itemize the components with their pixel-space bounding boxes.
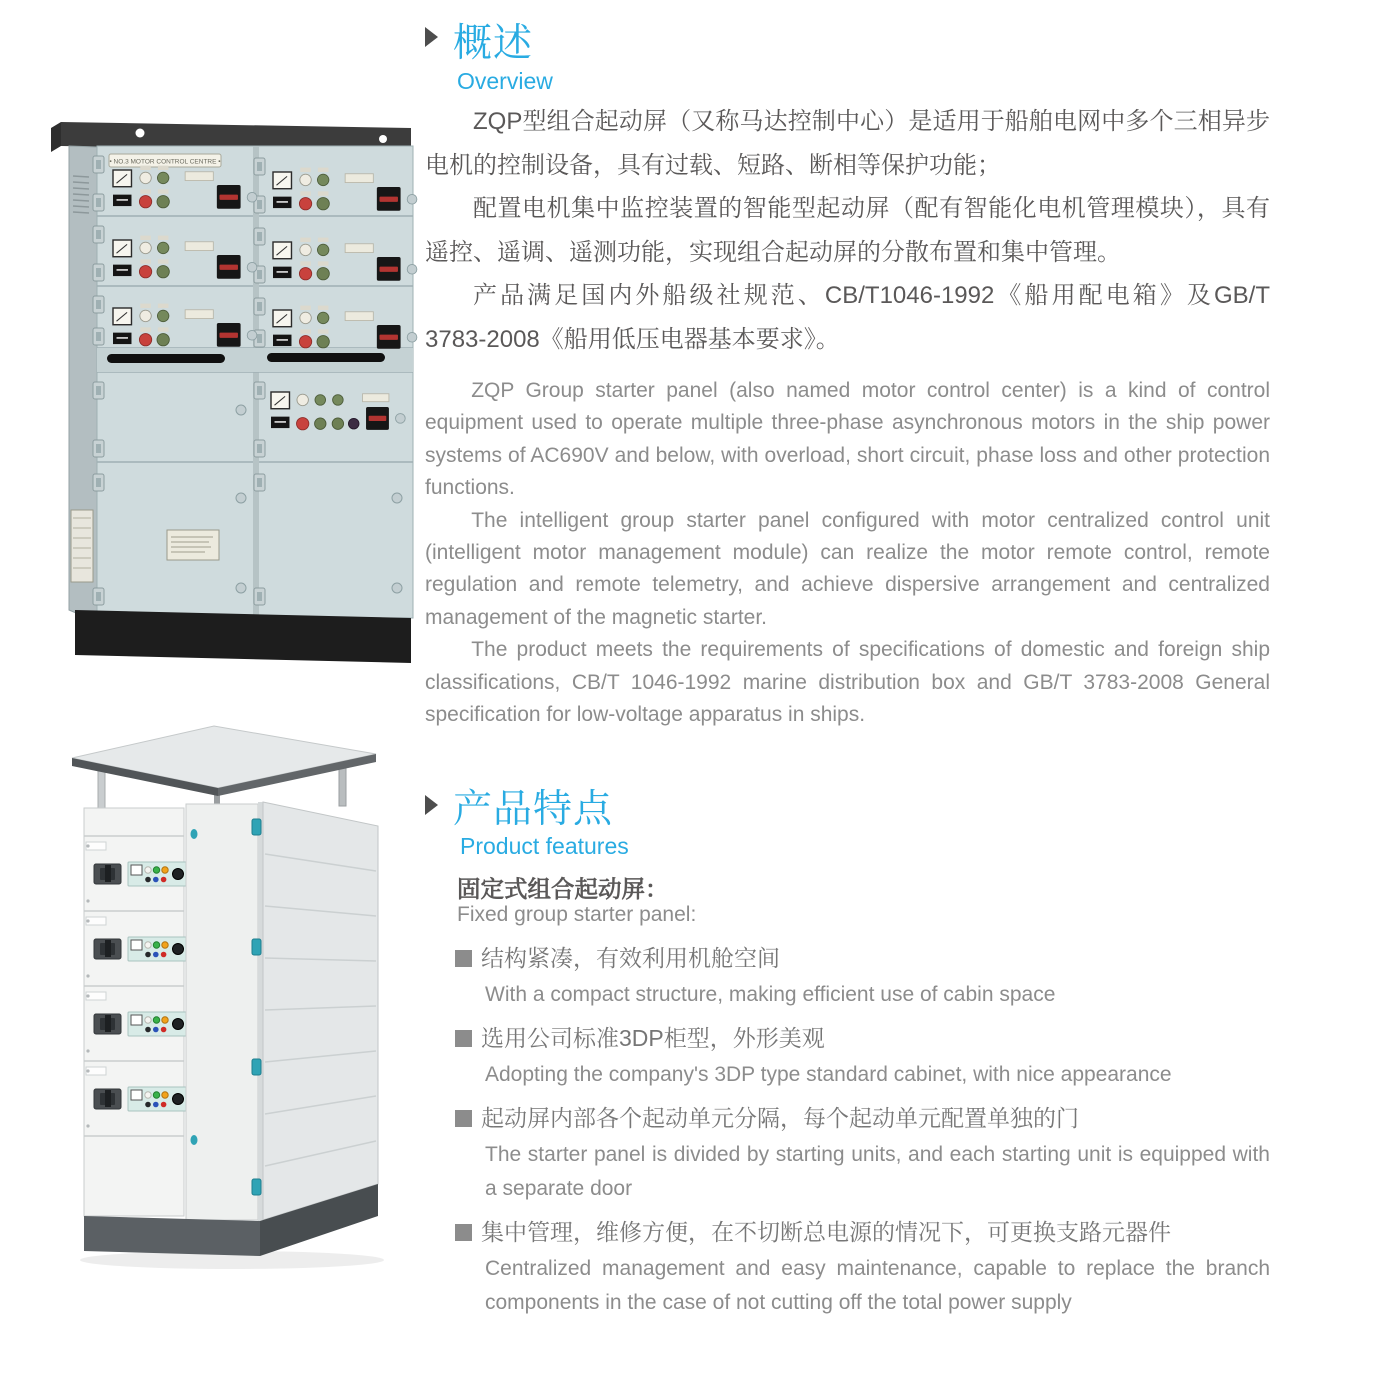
feature-text-en: With a compact structure, making efficient use of cabin space	[485, 983, 1056, 1006]
overview-title-zh: 概述	[453, 22, 534, 65]
feature-text-zh: 起动屏内部各个起动单元分隔，每个起动单元配置单独的门	[481, 1105, 1079, 1131]
overview-paragraph-zh: 产品满足国内外船级社规范、CB/T1046-1992《船用配电箱》及GB/T 3783-2008《船用低压电器基本要求》。	[425, 282, 1270, 353]
teal-door-knob	[191, 829, 198, 839]
overview-paragraph-zh: ZQP型组合起动屏（又称马达控制中心）是适用于船舶电网中多个三相异步电机的控制设备，具有过载、短路、断相等保护功能；	[425, 108, 1270, 179]
cabinet-name-text: • NO.3 MOTOR CONTROL CENTRE •	[109, 158, 221, 166]
corner-post	[258, 802, 263, 1222]
feature-text-zh: 结构紧凑，有效利用机舱空间	[481, 945, 780, 971]
cabinet-3d-render	[62, 716, 387, 1272]
rating-nameplate	[167, 530, 219, 560]
overview-title-en: Overview	[457, 68, 553, 94]
feature-item	[455, 1212, 1270, 1320]
feature-text-zh: 选用公司标准3DP柜型，外形美观	[481, 1025, 825, 1051]
feature-item	[455, 1018, 1270, 1092]
features-subtitle-zh: 固定式组合起动屏：	[457, 876, 669, 902]
section-pointer-icon	[425, 27, 438, 47]
side-panel	[263, 802, 378, 1220]
feature-item	[455, 1098, 1270, 1206]
roof-post	[98, 766, 105, 810]
features-subtitle-en: Fixed group starter panel:	[457, 903, 697, 926]
overview-body	[425, 100, 1270, 731]
cabinet-front-photo	[45, 110, 421, 666]
feature-text-en: The starter panel is divided by starting units, and each starting unit is equipped with a separate door	[485, 1143, 1270, 1200]
feature-text-zh: 集中管理，维修方便，在不切断总电源的情况下，可更换支路元器件	[481, 1219, 1171, 1245]
bullet-square-icon	[455, 1030, 472, 1047]
teal-door-knob	[191, 1135, 198, 1145]
vent-grille	[71, 510, 93, 582]
overview-paragraph-en: The intelligent group starter panel configured with motor centralized control unit (intelligent motor management module) can realize the motor remote control, remote regulation and remote telemetry, and achieve dispersive arrangement and centralized management of the magnetic starter.	[425, 508, 1270, 629]
section-pointer-icon	[425, 795, 438, 815]
feature-text-en: Adopting the company's 3DP type standard cabinet, with nice appearance	[485, 1063, 1172, 1086]
overview-paragraph-zh: 配置电机集中监控装置的智能型起动屏（配有智能化电机管理模块），具有遥控、遥调、遥测功能，实现组合起动屏的分散布置和集中管理。	[425, 195, 1270, 266]
door-handle-bar	[107, 354, 225, 363]
lifting-hole	[379, 135, 387, 143]
feature-item	[455, 938, 1270, 1012]
main-door	[186, 804, 258, 1220]
feature-text-en: Centralized management and easy maintenance, capable to replace the branch components in the case of not cutting off the total power supply	[485, 1257, 1270, 1314]
bullet-square-icon	[455, 1224, 472, 1241]
door-handle-bar	[267, 353, 385, 362]
roof-canopy	[72, 726, 376, 796]
base-plinth-front	[84, 1216, 260, 1256]
features-list	[455, 938, 1270, 1326]
overview-paragraph-en: ZQP Group starter panel (also named motor control center) is a kind of control equipment used to operate multiple three-phase asynchronous motors in the ship power systems of AC690V and below, with overload, short circuit, phase loss and other protection functions.	[425, 379, 1270, 500]
bullet-square-icon	[455, 1110, 472, 1127]
cabinet-base-plinth	[75, 610, 411, 663]
bullet-square-icon	[455, 950, 472, 967]
overview-paragraph-en: The product meets the requirements of specifications of domestic and foreign ship classifications, CB/T 1046-1992 marine distribution box and GB/T 3783-2008 General specification for low-voltage apparatus in ships.	[425, 638, 1270, 727]
features-title-en: Product features	[460, 833, 629, 859]
lifting-hole	[136, 129, 145, 138]
features-title-zh: 产品特点	[453, 788, 614, 831]
